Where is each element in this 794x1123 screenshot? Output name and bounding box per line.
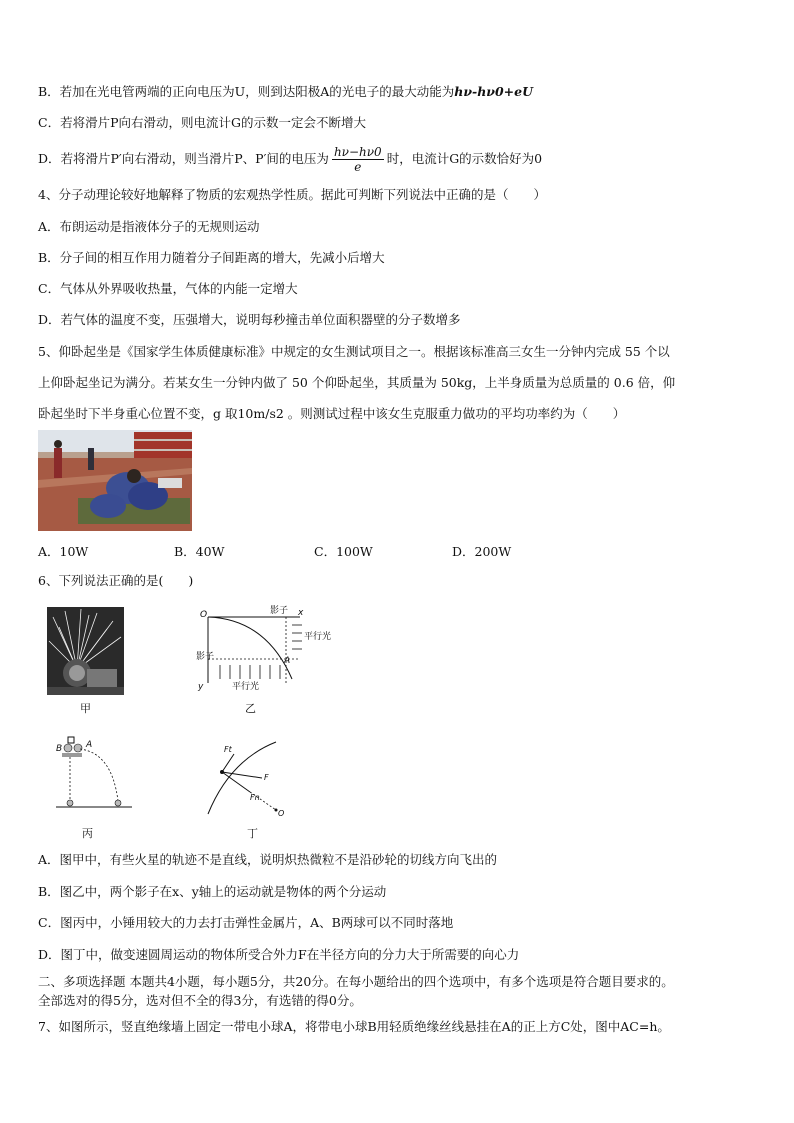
q3-option-b-text: B．若加在光电管两端的正向电压为U，则到达阳极A的光电子的最大动能为	[38, 84, 455, 99]
bing-b-label: B	[56, 744, 63, 754]
q6-option-c: C．图丙中，小锤用较大的力去打击弹性金属片，A、B两球可以不同时落地	[38, 915, 454, 930]
q4-option-b: B．分子间的相互作用力随着分子间距离的增大，先减小后增大	[38, 250, 385, 265]
figure-bing-falling-balls	[54, 733, 134, 813]
ding-fn-label: Fn	[250, 793, 260, 802]
q4-option-d: D．若气体的温度不变，压强增大，说明每秒撞击单位面积器壁的分子数增多	[38, 312, 461, 327]
yi-x-label: x	[298, 608, 304, 618]
yi-parallel-right-label: 平行光	[304, 632, 332, 642]
q3-option-c: C．若将滑片P向右滑动，则电流计G的示数一定会不断增大	[38, 115, 366, 130]
q5-option-d: D．200W	[452, 544, 512, 559]
figure-yi-caption: 乙	[245, 702, 256, 715]
q4-option-c: C．气体从外界吸收热量，气体的内能一定增大	[38, 281, 298, 296]
q3-option-d-tail: 时，电流计G的示数恰好为0	[386, 151, 543, 166]
bing-a-label: A	[86, 740, 93, 750]
q3-option-d-text: D．若将滑片P′向右滑动，则当滑片P、P′间的电压为	[38, 151, 329, 166]
figure-yi-shadow-projection	[196, 603, 332, 695]
q3-option-b-formula: hν-hν0+eU	[454, 84, 533, 99]
q3-fraction	[332, 145, 384, 174]
ding-f-label: F	[264, 773, 269, 782]
q3-option-b	[38, 84, 533, 100]
q4-option-a: A．布朗运动是指液体分子的无规则运动	[38, 219, 260, 234]
q6-option-b: B．图乙中，两个影子在x、y轴上的运动就是物体的两个分运动	[38, 884, 387, 899]
yi-shadow-left-label: 影子	[196, 652, 215, 662]
q3-option-d	[38, 144, 542, 174]
ding-o-label: O	[278, 809, 285, 818]
q5-stem-line3: 卧起坐时下半身重心位置不变，g 取10m/s2 。则测试过程中该女生克服重力做功的平均功率约为（ ）	[38, 406, 626, 421]
yi-a-label: A	[284, 656, 291, 666]
figure-bing-caption: 丙	[82, 827, 93, 840]
q5-option-b: B．40W	[174, 544, 225, 559]
q7-stem: 7、如图所示，竖直绝缘墙上固定一带电小球A，将带电小球B用轻质绝缘丝线悬挂在A的正上方C处，图中AC=h。	[38, 1019, 670, 1034]
yi-shadow-top-label: 影子	[270, 606, 289, 616]
q6-option-a: A．图甲中，有些火星的轨迹不是直线，说明炽热微粒不是沿砂轮的切线方向飞出的	[38, 852, 498, 867]
figure-jia-caption: 甲	[80, 702, 91, 715]
q5-stem-line1: 5、仰卧起坐是《国家学生体质健康标准》中规定的女生测试项目之一。根据该标准高三女生一分钟内完成 55 个以	[38, 344, 670, 359]
section2-intro-line1: 二、多项选择题 本题共4小题，每小题5分，共20分。在每小题给出的四个选项中，有多个选项是符合题目要求的。	[38, 974, 674, 989]
figure-ding-caption: 丁	[247, 827, 258, 840]
q3-fraction-numerator: hν−hν0	[333, 145, 382, 159]
q6-option-d: D．图丁中，做变速圆周运动的物体所受合外力F在半径方向的分力大于所需要的向心力	[38, 947, 520, 962]
section2-intro-line2: 全部选对的得5分，选对但不全的得3分，有选错的得0分。	[38, 993, 362, 1008]
q5-stem-line2: 上仰卧起坐记为满分。若某女生一分钟内做了 50 个仰卧起坐，其质量为 50kg，上半身质量为总质量的 0.6 倍，仰	[38, 375, 676, 390]
q5-option-c: C．100W	[314, 544, 373, 559]
yi-origin-label: O	[200, 610, 208, 620]
figure-ding-circular-motion	[206, 740, 292, 820]
situp-photo	[38, 430, 192, 531]
q4-stem: 4、分子动理论较好地解释了物质的宏观热学性质。据此可判断下列说法中正确的是（ ）	[38, 187, 546, 202]
yi-parallel-bottom-label: 平行光	[232, 682, 260, 692]
ding-ft-label: Ft	[224, 745, 232, 754]
q3-fraction-denominator: e	[354, 160, 362, 174]
q6-stem: 6、下列说法正确的是( )	[38, 573, 194, 588]
q5-option-a: A．10W	[38, 544, 89, 559]
figure-jia-grinder-sparks	[47, 607, 124, 695]
yi-y-label: y	[198, 682, 204, 692]
